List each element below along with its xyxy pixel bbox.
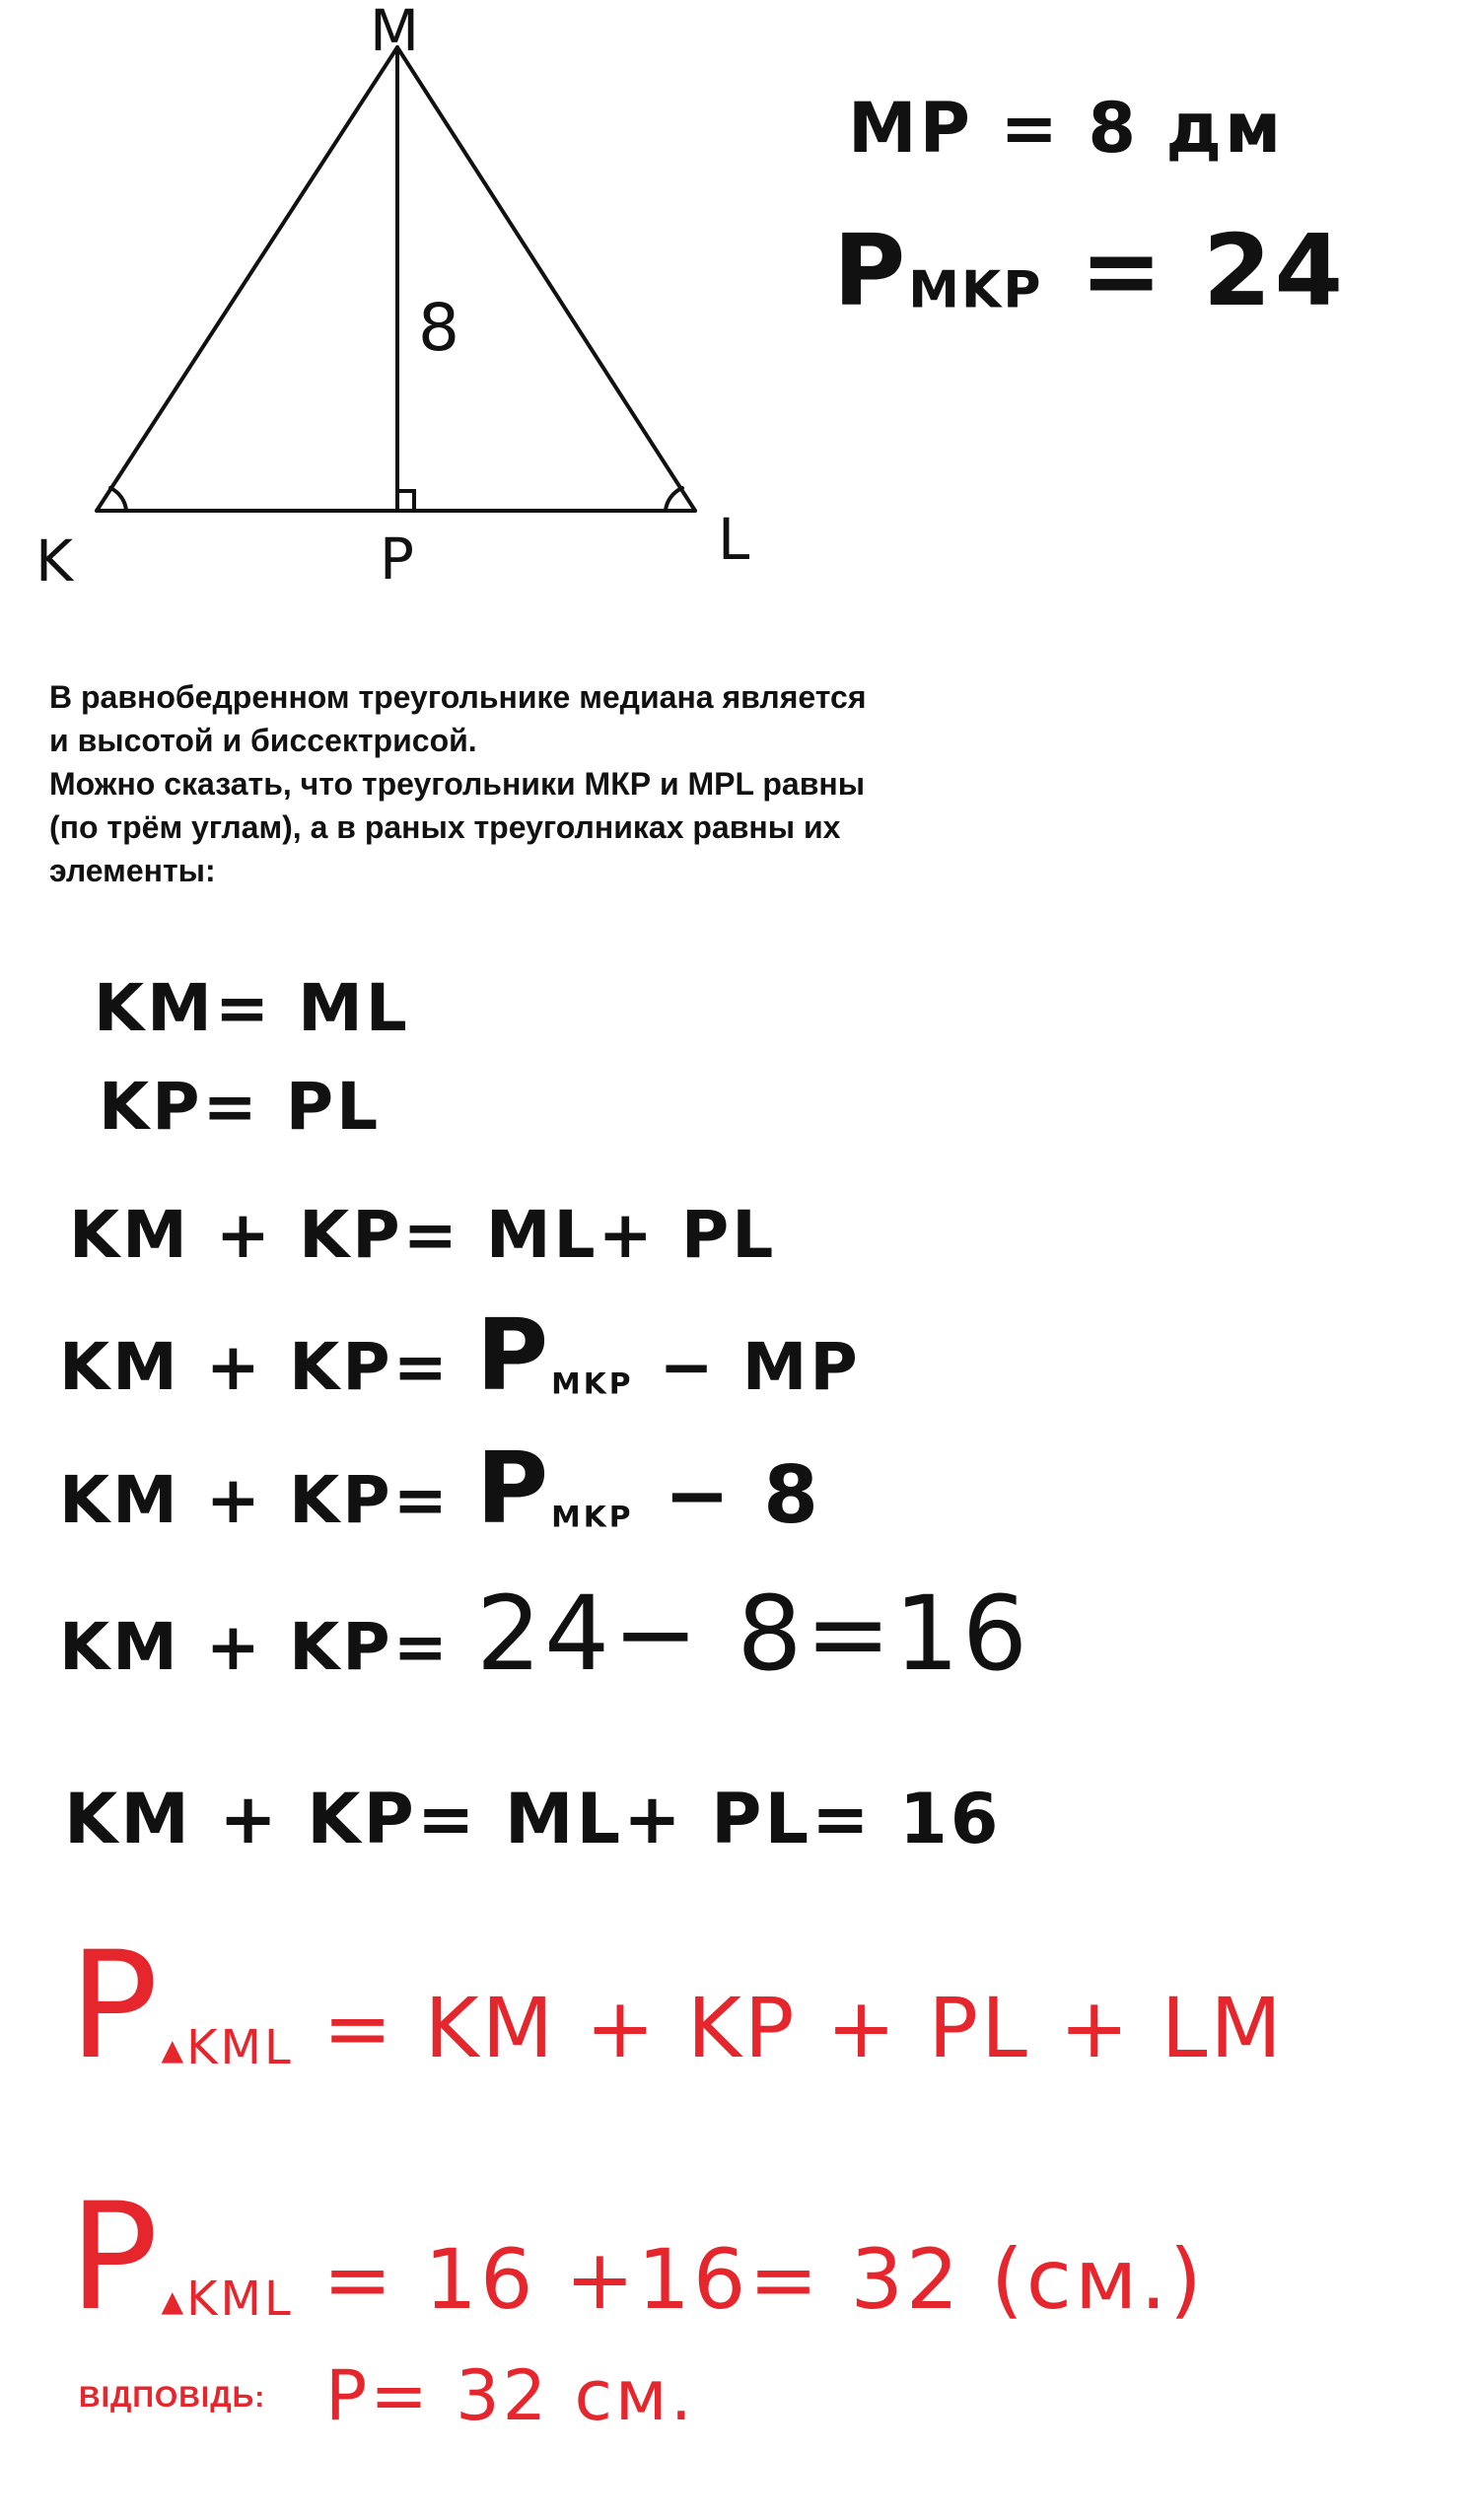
perimeter-subscript: KML	[186, 2020, 294, 2076]
explanation-text	[49, 675, 937, 892]
equation-perimeter-minus-mp	[59, 1297, 861, 1413]
perimeter-symbol: P	[475, 1431, 552, 1546]
explanation-line: (по трём углам), а в раных треуголниках равны их	[49, 809, 841, 845]
equation-sum: KM + KP= ML+ PL	[69, 1197, 777, 1273]
perimeter-value: = 24	[1042, 213, 1347, 328]
perimeter-subscript: MKP	[551, 1366, 634, 1402]
perimeter-symbol: P	[69, 1921, 162, 2092]
vertex-m-label: M	[370, 0, 420, 64]
explanation-line: Можно сказать, что треугольники МКР и MPL равны	[49, 766, 866, 802]
vertex-p-label: P	[380, 525, 414, 593]
equation-equals-16: KM + KP= ML+ PL= 16	[64, 1779, 1002, 1859]
equation-left: KM + KP=	[59, 1329, 476, 1405]
given-mp: MP = 8 дм	[848, 88, 1285, 169]
answer-value: P= 32 см.	[325, 2355, 695, 2436]
perimeter-symbol: P	[475, 1297, 552, 1413]
vertex-l-label: L	[718, 506, 750, 573]
equation-24-minus-8	[59, 1574, 1031, 1694]
angle-arc-l	[666, 488, 682, 511]
vertex-k-label: K	[35, 527, 74, 595]
equation-km-ml: KM= ML	[94, 970, 410, 1046]
height-label: 8	[418, 290, 459, 366]
perimeter-formula	[69, 1921, 1285, 2092]
triangle-icon: ▲	[161, 2283, 187, 2318]
answer-label: ВІДПОВІДЬ:	[79, 2381, 266, 2414]
explanation-line: В равнобедренном треугольнике медиана является	[49, 679, 867, 715]
angle-arc-k	[110, 488, 126, 511]
equation-result: 24− 8=16	[475, 1574, 1031, 1694]
side-ml	[397, 47, 695, 511]
explanation-line: и высотой и биссектрисой.	[49, 723, 477, 758]
triangle-diagram	[0, 0, 789, 611]
perimeter-subscript: MKP	[908, 260, 1043, 320]
perimeter-subscript: KML	[186, 2272, 294, 2328]
side-km	[97, 47, 397, 511]
right-angle-mark	[397, 491, 414, 511]
equation-right: − 8	[633, 1449, 821, 1541]
equation-left: KM + KP=	[59, 1609, 476, 1685]
equation-kp-pl: KP= PL	[99, 1069, 382, 1145]
perimeter-calculation	[69, 2172, 1205, 2344]
calculation-right: = 16 +16= 32 (см.)	[293, 2231, 1205, 2328]
formula-right: = KM + KP + PL + LM	[293, 1980, 1285, 2076]
perimeter-symbol: P	[833, 213, 909, 328]
equation-right: − MP	[633, 1329, 861, 1405]
perimeter-subscript: MKP	[551, 1500, 634, 1535]
triangle-icon: ▲	[161, 2032, 187, 2066]
equation-left: KM + KP=	[59, 1462, 476, 1538]
equation-perimeter-minus-8	[59, 1431, 821, 1546]
perimeter-symbol: P	[69, 2172, 162, 2344]
explanation-line: элементы:	[49, 853, 216, 888]
given-perimeter	[833, 213, 1347, 328]
